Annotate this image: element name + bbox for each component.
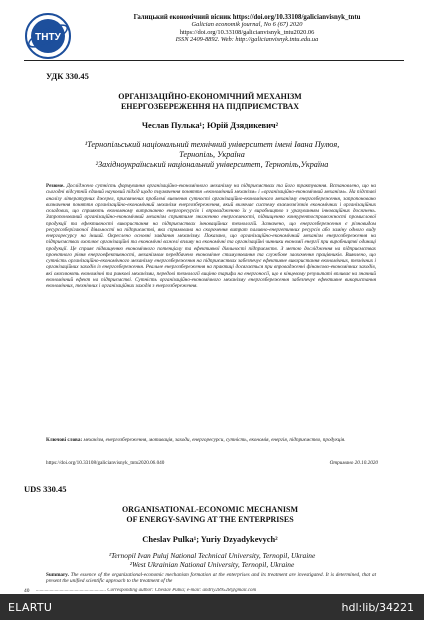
journal-name: Галицький економічний вісник https://doi.org/10.33108/galicianvisnyk_tntu bbox=[133, 14, 361, 21]
journal-header bbox=[24, 12, 406, 64]
title-en-line2: OF ENERGY-SAVING AT THE ENTERPRISES bbox=[126, 515, 294, 524]
abstract-label: Резюме. bbox=[46, 183, 65, 189]
university-logo-icon bbox=[24, 12, 72, 60]
journal-name-en: Galician economik journal, No 6 (67) 2020 bbox=[191, 21, 303, 29]
article-doi-link[interactable]: https://doi.org/10.33108/galicianvisnyk_tntu2020.06.040 bbox=[46, 460, 165, 466]
uds-code: UDS 330.45 bbox=[24, 484, 67, 494]
summary-en bbox=[46, 572, 376, 585]
svg-text:ТНТУ: ТНТУ bbox=[35, 32, 61, 43]
corresponding-author: ........................................................ Corresponding author: Cheslav Pulka; e-mail: andriy289528@gmail.com bbox=[36, 588, 257, 593]
abstract-text: Досліджено сутність формування організаційно-економічного механізму на підприємствах та його трактування. Встановлено, що на сьогодні відсутній єдиний науковий підхід щодо тлумачення поняття «економічний механізм» і «організаційно-економічний механізм». На підставі аналізу літературних джерел, присвячених проблемі вивчення сутності організаційно-економічного механізму енергозбереження, запропоновано визначення поняття організаційно-економічний механізм енергозбереження, який включає систему взаємозв'язків економічних і організаційних складових, що сприяють економному витрачанню енергоресурсів і впровадженню їх у виробництво з урахуванням інноваційних досягнень. Запропонований організаційно-економічний механізм сприятиме зниженню енергоємності, підвищенню конкурентоспроможності промислової продукції та ефективності використання на підприємствах інноваційних технологій. Зазначено, що енергозбереження є різновидом ресурсозберігаючої діяльності на підприємстві, яка спрямована на скорочення витрат паливно-енергетичних ресурсів або заміну одного виду енергоресурсу на інший. Окреслено основні завдання механізму. Показано, що організаційно-економічний механізм енергозбереження на підприємствах охоплює організаційні та економічні важелі впливу на економічні та організаційні чинники економії енергії при виробництві одиниці продукції. Це сприяє підвищенню економічного потенціалу та ефективної діяльності підприємств. З метою дослідження на підприємствах проектного рівня енергоефективності, механізмом передбачено економічне стимулювання та службове заохочення працівників. Виявлено, що сутність організаційно-економічного механізму енергозбереження на підприємствах забезпечує ефективне використання економічних, технічних і організаційних заходів із енергозбереження. Реальне енергозбереження на практиці досягається при впровадженні фінансово-економічних заходів, які охоплюють економічні та ринкові механізми, передові технології виціню тарифи на енергоносії, що в кінцевому результаті впливає на значний економічний ефект на підприємстві. Сутність організаційно-економічного механізму енергозбереження забезпечує ефективне використання економічних, технічних і організаційних заходів з енергозбереження. bbox=[46, 183, 377, 289]
keywords-ua bbox=[46, 437, 376, 443]
affil-en-2: ²West Ukrainian National University, Ternopil, Ukraine bbox=[129, 560, 295, 569]
affil1-line1: ¹Тернопільський національний технічний університет імені Івана Пулюя, bbox=[84, 140, 340, 149]
udk-code: УДК 330.45 bbox=[46, 71, 89, 81]
title-en-line1: ORGANISATIONAL-ECONOMIC MECHANISM bbox=[121, 505, 299, 514]
header-divider bbox=[24, 60, 404, 61]
page-number: 40 bbox=[24, 588, 30, 594]
affil1-line2: Тернопіль, Україна bbox=[179, 150, 245, 160]
affil2: ²Західноукраїнський національний університет, Тернопіль,Україна bbox=[95, 160, 329, 170]
summary-text: The essence of the organizational-economic mechanism formation at the enterprises and its treatment are investigated. It is determined, that at present the unified scientific approach to the treatment of the bbox=[46, 572, 377, 585]
journal-issn: ISSN 2409-8892. Web: http://galicianvisnyk.tntu.edu.ua bbox=[175, 36, 319, 44]
title-ua-line2: ЕНЕРГОЗБЕРЕЖЕННЯ НА ПІДПРИЄМСТВАХ bbox=[120, 102, 300, 111]
authors-en: Cheslav Pulka¹; Yuriy Dzyadykevych² bbox=[142, 535, 278, 544]
affiliations-ua bbox=[44, 140, 380, 171]
journal-doi[interactable]: https://doi.org/10.33108/galicianvisnyk_tntu2020.06 bbox=[179, 28, 315, 36]
summary-label: Summary. bbox=[46, 572, 69, 578]
keywords-text: механізм, енергозбереження, мотивація, заходи, енергоресурси, сутність, економія, енергія, підприємство, продукція. bbox=[83, 437, 346, 443]
authors-ua: Чеслав Пулька¹; Юрій Дзядикевич² bbox=[141, 121, 279, 130]
affiliations-en bbox=[44, 551, 380, 569]
repository-name[interactable]: ELARTU bbox=[8, 601, 53, 614]
handle-id[interactable]: hdl:lib/34221 bbox=[341, 601, 414, 614]
article-title-en bbox=[40, 505, 380, 525]
affil-en-1: ¹Ternopil Ivan Puluj National Technical University, Ternopil, Ukraine bbox=[108, 551, 316, 560]
viewer-status-bar bbox=[0, 594, 424, 620]
article-title-ua bbox=[40, 92, 380, 112]
title-ua-line1: ОРГАНІЗАЦІЙНО-ЕКОНОМІЧНИЙ МЕХАНІЗМ bbox=[118, 92, 302, 101]
abstract-ua bbox=[46, 183, 376, 289]
keywords-label: Ключові слова: bbox=[46, 437, 83, 443]
received-date: Отримано 20.10.2020 bbox=[329, 460, 378, 466]
